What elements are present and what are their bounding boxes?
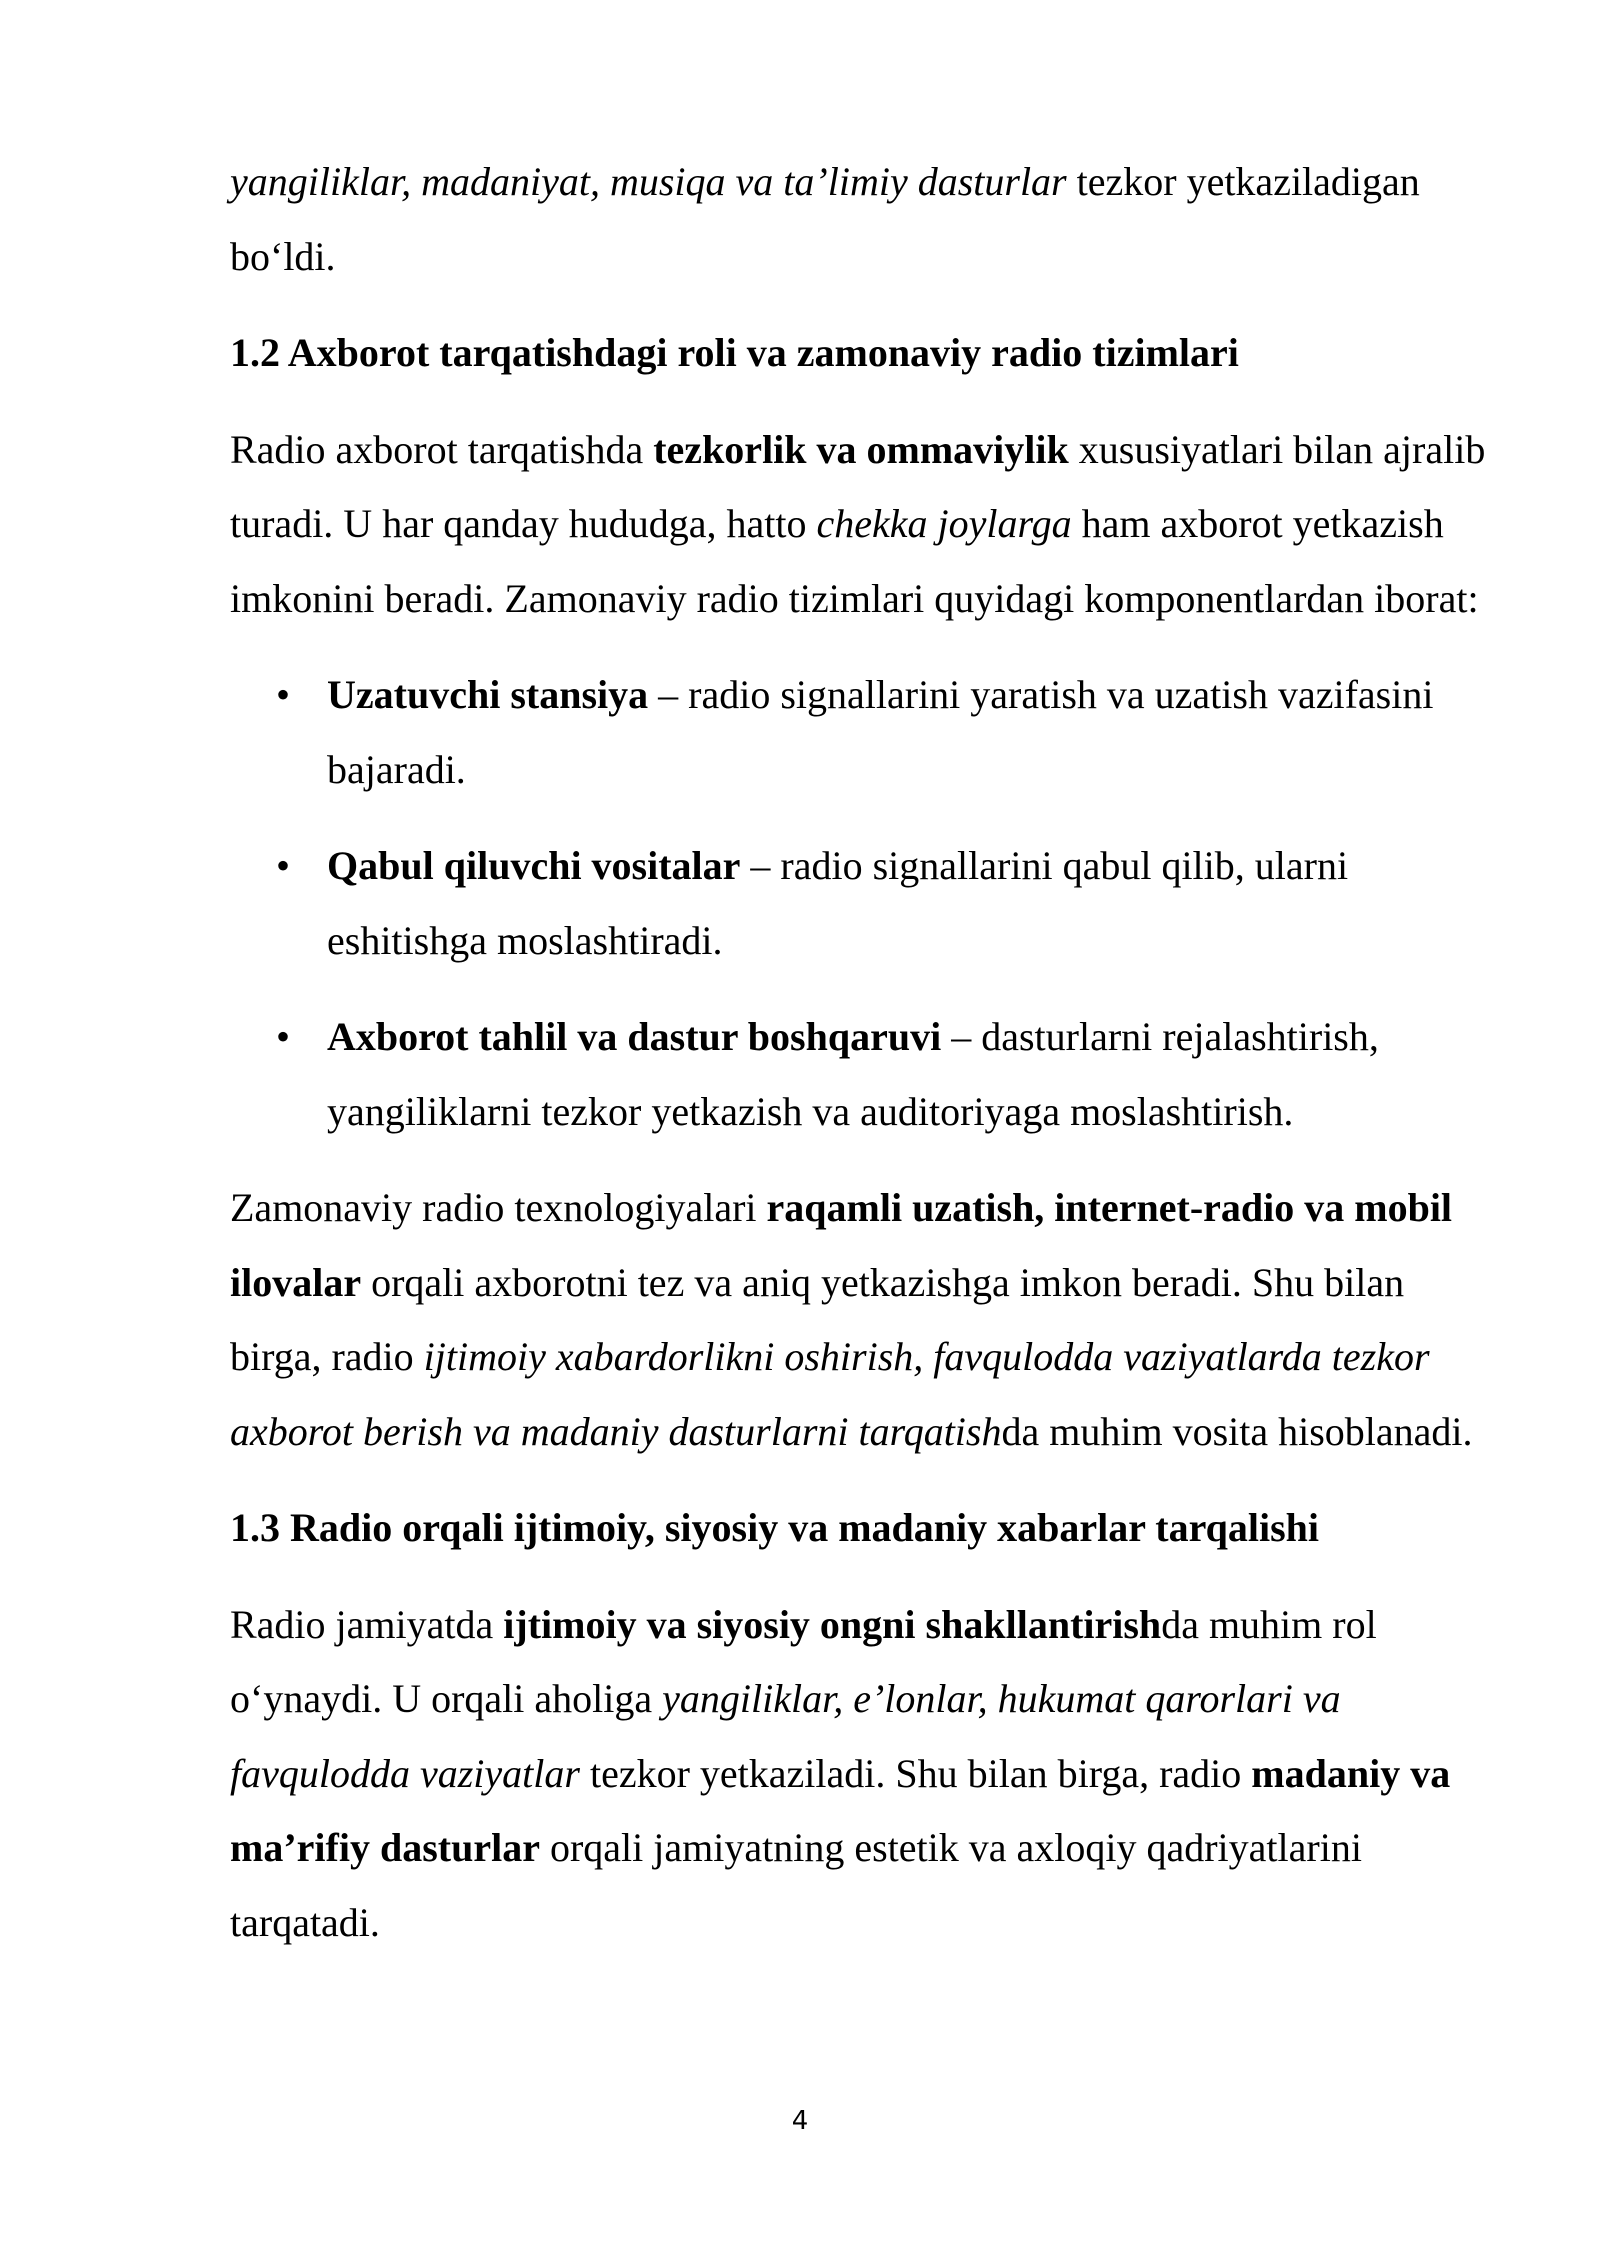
section-heading-1-2: 1.2 Axborot tarqatishdagi roli va zamonaviy radio tizimlari xyxy=(230,330,1239,375)
list-item-term: Qabul qiluvchi vositalar xyxy=(327,843,741,888)
text-run: ham axborot yetkazish imkonini beradi. Zamonaviy radio tizimlari quyidagi komponentlardan iborat: xyxy=(230,501,1479,621)
text-run: da muhim rol o‘ynaydi. U orqali aholiga xyxy=(230,1601,1377,1721)
text-run: tezkor yetkaziladi. Shu bilan birga, radio xyxy=(579,1750,1252,1796)
list-item-description: – radio signallarini qabul qilib, ularni eshitishga moslashtiradi. xyxy=(327,843,1349,963)
text-run: xususiyatlari bilan ajralib turadi. U har qanday hududga, hatto xyxy=(230,426,1486,546)
intro-text: tezkor yetkaziladigan bo‘ldi. xyxy=(230,159,1420,279)
list-item-description: – dasturlarni rejalashtirish, yangiliklarni tezkor yetkazish va auditoriyaga moslashtirish. xyxy=(327,1014,1379,1134)
italic-run: chekka joylarga xyxy=(816,501,1072,546)
text-run: orqali axborotni tez va aniq yetkazishga imkon beradi. Shu bilan birga, radio xyxy=(230,1259,1405,1379)
paragraph-1-2-intro xyxy=(230,413,1500,637)
bold-run: madaniy va ma’rifiy dasturlar xyxy=(230,1750,1451,1870)
intro-paragraph xyxy=(230,145,1500,294)
bullet-icon: • xyxy=(276,672,291,717)
bullet-icon: • xyxy=(276,843,291,888)
list-item-term: Uzatuvchi stansiya xyxy=(327,672,649,717)
section-heading-1-3: 1.3 Radio orqali ijtimoiy, siyosiy va madaniy xabarlar tarqalishi xyxy=(230,1505,1320,1550)
list-item-term: Axborot tahlil va dastur boshqaruvi xyxy=(327,1014,942,1059)
italic-run: yangiliklar, e’lonlar, hukumat qarorlari va favqulodda vaziyatlar xyxy=(230,1676,1341,1796)
bold-run: raqamli uzatish, internet-radio va mobil ilovalar xyxy=(230,1185,1453,1305)
list-item xyxy=(230,658,1500,807)
text-run: Zamonaviy radio texnologiyalari xyxy=(230,1185,767,1230)
text-run: Radio axborot tarqatishda xyxy=(230,426,654,472)
italic-run: ijtimoiy xabardorlikni oshirish, favqulodda vaziyatlarda tezkor axborot berish va madaniy dasturlarni tarqatish xyxy=(230,1334,1430,1454)
page-number: 4 xyxy=(791,2106,809,2136)
bullet-icon: • xyxy=(276,1014,291,1059)
list-item-description: – radio signallarini yaratish va uzatish vazifasini bajaradi. xyxy=(327,672,1434,792)
paragraph-1-2-modern xyxy=(230,1171,1500,1469)
bold-run: ijtimoiy va siyosiy ongni shakllantirish xyxy=(503,1601,1162,1647)
list-item xyxy=(230,829,1500,978)
list-item xyxy=(230,1000,1500,1149)
intro-italic: yangiliklar, madaniyat, musiqa va ta’limiy dasturlar xyxy=(230,159,1067,204)
components-list xyxy=(230,658,1500,1149)
text-run: Radio jamiyatda xyxy=(230,1601,504,1647)
paragraph-1-3 xyxy=(230,1588,1500,1961)
bold-run: tezkorlik va ommaviylik xyxy=(653,426,1069,472)
document-page xyxy=(230,145,1500,1982)
text-run: da muhim vosita hisoblanadi. xyxy=(1001,1408,1473,1454)
text-run: orqali jamiyatning estetik va axloqiy qadriyatlarini tarqatadi. xyxy=(230,1825,1362,1945)
